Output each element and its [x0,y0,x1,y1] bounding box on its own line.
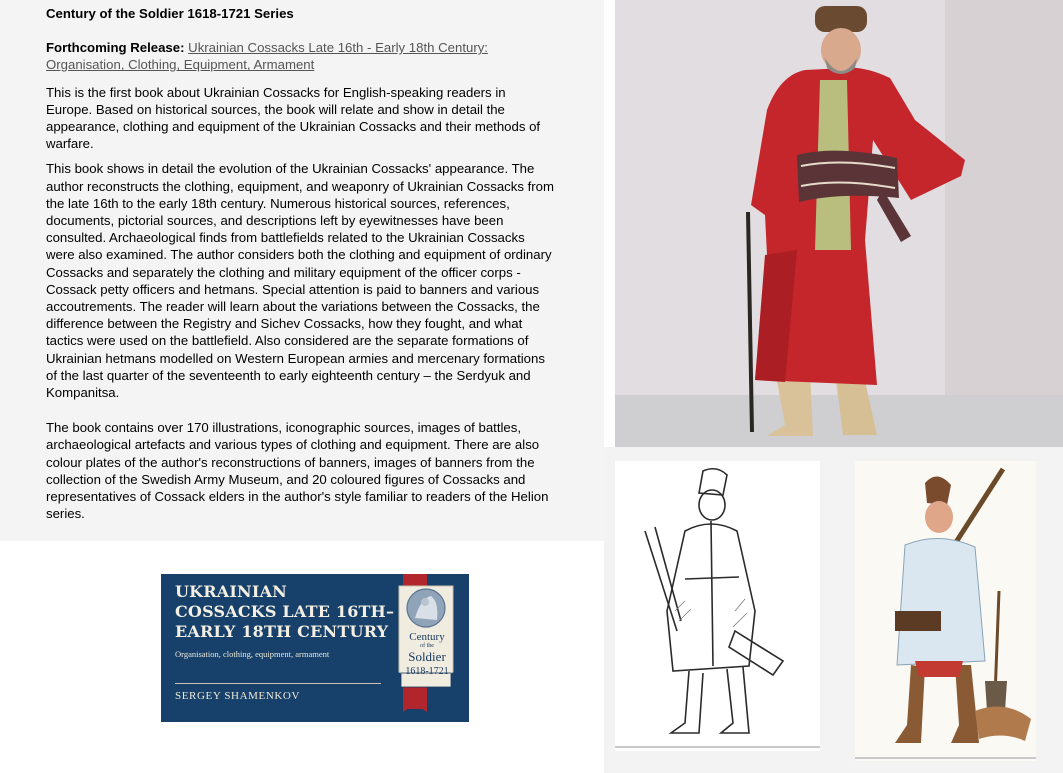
cover-title [175,582,405,642]
cover-ribbon-tip [403,704,427,712]
cover-title-line: COSSACKS LATE 16TH– [175,602,395,621]
series-title: Century of the Soldier 1618-1721 Series [46,6,294,21]
cossack-ink-drawing [615,461,820,751]
badge-line1: Century [409,631,445,643]
paragraph-illustrations: The book contains over 170 illustrations, iconographic sources, images of battles, archaeological artefacts and various types of clothing and equipment. There are also colour plates of the author's reconstructions of banners, images of banners from the collection of the Swedish Army Museum, and 20 coloured figures of Cossacks and representatives of Cossack elders in the author's style familiar to readers of the Helion series. [46,420,549,522]
paragraph-content: This book shows in detail the evolution of the Ukrainian Cossacks' appearance. The author reconstructs the clothing, equipment, and weaponry of Ukrainian Cossacks from the late 16th to the early 18th century. Numerous historical sources, references, documents, pictorial sources, and descriptions left by eyewitnesses have been consulted. Archaeological finds from battlefields related to the Ukrainian Cossacks were also examined. The author considers both the clothing and equipment of ordinary Cossacks and separately the clothing and military equipment of the officer corps - Cossack petty officers and hetmans. Special attention is paid to banners and various accoutrements. The reader will learn about the variations between the Cossacks, the difference between the Registry and Sichev Cossacks, how they fought, and what tactics were used on the battlefield. Also considered are the separate formations of Ukrainian hetmans modelled on Western European armies and mercenary formations of the last quarter of the seventeenth to early eighteenth century – the Serdyuk and Kompanitsa. [46,161,554,401]
description-text [46,5,554,530]
badge-text [399,632,455,679]
badge-line3: Soldier [408,649,446,664]
cover-divider [175,683,381,684]
badge-line2: of the [420,643,434,649]
badge-years: 1618-1721 [405,666,449,677]
cover-title-line: UKRAINIAN [175,582,288,601]
book-cover[interactable] [161,574,469,722]
cover-subtitle: Organisation, clothing, equipment, armament [175,649,330,659]
cover-author: SERGEY SHAMENKOV [175,690,301,702]
cossack-reenactor-photo [615,0,1063,447]
release-label: Forthcoming Release: [46,40,185,56]
forthcoming-release [46,39,554,73]
cossack-colour-plate [855,461,1036,761]
cover-title-line: EARLY 18TH CENTURY [175,622,389,641]
book-title-link[interactable]: Ukrainian Cossacks Late 16th - Early 18th Century: Organisation, Clothing, Equipment, Armament [46,40,488,73]
paragraph-intro: This is the first book about Ukrainian Cossacks for English-speaking readers in Europe. Based on historical sources, the book will relate and show in detail the appearance, clothing and equipment of the Ukrainian Cossacks and their methods of warfare. [46,84,541,152]
description-panel [0,0,604,541]
